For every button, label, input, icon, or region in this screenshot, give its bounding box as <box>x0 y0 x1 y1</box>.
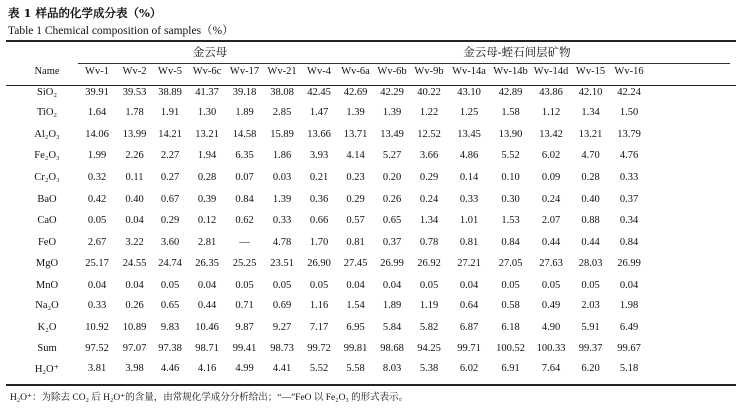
table-cell: 8.03 <box>382 363 402 374</box>
table-cell: 0.24 <box>541 194 561 205</box>
table-cell: 0.71 <box>235 300 254 311</box>
table-cell: 99.71 <box>457 343 481 354</box>
table-cell: 0.05 <box>160 280 180 291</box>
table-cell: 0.36 <box>309 194 329 205</box>
table-cell: 7.64 <box>541 363 561 374</box>
table-cell: 39.91 <box>85 87 109 98</box>
row-label: Cr₂O₃ <box>34 172 60 183</box>
table-cell: 40.22 <box>417 87 441 98</box>
table-cell: 27.05 <box>498 258 523 269</box>
table-cell: 0.12 <box>197 215 217 226</box>
table-cell: 39.18 <box>232 87 257 98</box>
table-cell: 0.04 <box>619 280 639 291</box>
table-cell: 0.27 <box>160 172 180 183</box>
table-cell: 0.69 <box>272 300 292 311</box>
table-cell: 13.49 <box>380 129 404 140</box>
table-cell: 0.57 <box>346 215 365 226</box>
table-cell: 43.86 <box>539 87 563 98</box>
table-cell: 5.52 <box>309 363 329 374</box>
caption-zh: 表 1 样品的化学成分表（%） <box>8 6 162 20</box>
table-cell: 1.89 <box>235 107 254 118</box>
table-cell: 0.33 <box>619 172 639 183</box>
table-cell: 0.62 <box>235 215 254 226</box>
table-cell: 1.99 <box>87 150 107 161</box>
table-cell: 0.20 <box>382 172 402 183</box>
table-cell: 1.01 <box>459 215 479 226</box>
table-cell: 0.26 <box>125 300 144 311</box>
table-cell: 0.40 <box>125 194 144 205</box>
table-cell: 6.87 <box>459 322 479 333</box>
table-cell: 97.07 <box>122 343 147 354</box>
table-cell: 0.67 <box>160 194 180 205</box>
column-header-wv-5: Wv-5 <box>158 66 182 77</box>
table-cell: 42.29 <box>380 87 404 98</box>
table-cell: 9.27 <box>272 322 292 333</box>
table-cell: 6.02 <box>459 363 479 374</box>
table-cell: 99.81 <box>343 343 368 354</box>
table-cell: 2.67 <box>87 237 107 248</box>
table-cell: 0.37 <box>382 237 402 248</box>
table-cell: 1.91 <box>160 107 180 118</box>
table-cell: 0.23 <box>346 172 365 183</box>
table-cell: 0.88 <box>581 215 600 226</box>
table-cell: 0.05 <box>87 215 107 226</box>
table-cell: 6.91 <box>501 363 520 374</box>
table-cell: 0.66 <box>309 215 329 226</box>
table-cell: 4.14 <box>346 150 365 161</box>
table-cell: 0.44 <box>197 300 217 311</box>
table-cell: 0.81 <box>346 237 365 248</box>
group-header-phlogopite: 金云母 <box>192 45 228 59</box>
table-cell: 0.42 <box>87 194 107 205</box>
table-cell: 0.04 <box>197 280 217 291</box>
group-header-interlayer: 金云母-蛭石间层矿物 <box>463 45 571 59</box>
table-cell: 0.09 <box>541 172 561 183</box>
table-cell: 6.49 <box>619 322 639 333</box>
table-cell: 42.89 <box>498 87 523 98</box>
table-cell: 0.28 <box>197 172 217 183</box>
group-rule-phlogopite <box>78 63 342 64</box>
table-cell: 2.81 <box>197 237 217 248</box>
row-label: H₂O⁺ <box>34 364 60 375</box>
table-cell: 0.04 <box>125 215 144 226</box>
row-label: CaO <box>37 215 57 226</box>
table-cell: 13.42 <box>539 129 563 140</box>
table-cell: 7.17 <box>309 322 329 333</box>
table-cell: 0.40 <box>581 194 600 205</box>
table-cell: 13.21 <box>578 129 603 140</box>
table-cell: 0.05 <box>235 280 254 291</box>
table-cell: 0.49 <box>541 300 561 311</box>
table-cell: 5.82 <box>419 322 439 333</box>
table-cell: 3.66 <box>419 150 439 161</box>
table-cell: 1.70 <box>309 237 329 248</box>
table-cell: 1.78 <box>125 107 144 118</box>
table-cell: 27.21 <box>457 258 481 269</box>
column-header-wv-14d: Wv-14d <box>533 66 569 77</box>
table-cell: 1.98 <box>619 300 639 311</box>
table-cell: 0.65 <box>160 300 180 311</box>
table-cell: 1.50 <box>619 107 639 118</box>
table-cell: 1.53 <box>501 215 520 226</box>
column-header-wv-15: Wv-15 <box>575 66 606 77</box>
column-header-wv-6a: Wv-6a <box>341 66 370 77</box>
table-cell: 0.30 <box>501 194 520 205</box>
table-cell: 25.17 <box>85 258 109 269</box>
row-label: BaO <box>37 194 57 205</box>
table-cell: 1.94 <box>197 150 217 161</box>
table-cell: 25.25 <box>232 258 257 269</box>
column-header-wv-2: Wv-2 <box>122 66 147 77</box>
table-cell: 0.04 <box>346 280 365 291</box>
table-cell: 0.28 <box>581 172 600 183</box>
header-rule <box>6 85 736 86</box>
table-cell: 3.93 <box>309 150 329 161</box>
row-label: MnO <box>35 280 59 291</box>
table-cell: 4.70 <box>581 150 600 161</box>
table-cell: 0.04 <box>382 280 402 291</box>
table-cell: 6.35 <box>235 150 254 161</box>
table-cell: 4.78 <box>272 237 292 248</box>
table-cell: 3.98 <box>125 363 144 374</box>
table-cell: 0.34 <box>619 215 639 226</box>
table-cell: 1.12 <box>541 107 561 118</box>
table-cell: 0.37 <box>619 194 639 205</box>
table-cell: 0.04 <box>87 280 107 291</box>
table-cell: 0.32 <box>87 172 107 183</box>
table-cell: 4.41 <box>272 363 292 374</box>
table-cell: 5.91 <box>581 322 600 333</box>
caption-en: Table 1 Chemical composition of samples（%） <box>8 25 234 37</box>
column-header-wv-17: Wv-17 <box>229 66 260 77</box>
table-cell: 1.39 <box>272 194 292 205</box>
table-cell: 13.90 <box>498 129 523 140</box>
table-cell: 0.24 <box>419 194 439 205</box>
table-cell: 5.18 <box>619 363 639 374</box>
column-header-wv-6b: Wv-6b <box>377 66 407 77</box>
table-cell: 0.29 <box>346 194 365 205</box>
table-cell: 5.52 <box>501 150 520 161</box>
table-cell: 38.89 <box>158 87 182 98</box>
table-cell: 1.34 <box>419 215 439 226</box>
table-cell: 9.83 <box>160 322 180 333</box>
group-rule-interlayer <box>306 63 730 64</box>
row-label: TiO₂ <box>36 107 58 118</box>
table-cell: 4.46 <box>160 363 180 374</box>
table-cell: 23.51 <box>270 258 294 269</box>
table-cell: 43.10 <box>457 87 481 98</box>
row-label: MgO <box>35 258 59 269</box>
table-cell: 99.41 <box>232 343 257 354</box>
table-cell: 28.03 <box>578 258 603 269</box>
table-cell: 1.22 <box>419 107 439 118</box>
table-cell: 3.81 <box>87 363 107 374</box>
table-cell: 6.02 <box>541 150 561 161</box>
table-cell: 0.05 <box>541 280 561 291</box>
table-cell: 97.52 <box>85 343 109 354</box>
table-cell: 4.16 <box>197 363 217 374</box>
table-cell: 99.72 <box>307 343 331 354</box>
table-cell: 0.84 <box>619 237 639 248</box>
table-cell: — <box>239 237 250 248</box>
table-cell: 0.04 <box>125 280 144 291</box>
table-cell: 2.26 <box>125 150 144 161</box>
table-cell: 97.38 <box>158 343 182 354</box>
table-cell: 13.21 <box>195 129 219 140</box>
column-header-wv-14a: Wv-14a <box>452 66 486 77</box>
table-cell: 0.39 <box>197 194 217 205</box>
table-cell: 0.05 <box>272 280 292 291</box>
row-label: SiO₂ <box>36 87 57 98</box>
table-cell: 2.07 <box>541 215 561 226</box>
table-cell: 0.05 <box>419 280 439 291</box>
column-header-wv-1: Wv-1 <box>85 66 109 77</box>
table-cell: 0.33 <box>87 300 107 311</box>
table-cell: 13.66 <box>307 129 331 140</box>
table-cell: 98.68 <box>380 343 404 354</box>
table-cell: 3.22 <box>125 237 144 248</box>
table-cell: 100.52 <box>496 343 525 354</box>
table-cell: 10.92 <box>85 322 109 333</box>
table-cell: 39.53 <box>122 87 147 98</box>
table-note: H₂O⁺：为除去 CO₂ 后 H₂O⁺的含量，由常规化学成分分析给出；“—”FeO 以 Fe₂O₃ 的形式表示。 <box>10 393 409 403</box>
table-cell: 13.79 <box>617 129 641 140</box>
table-cell: 0.33 <box>272 215 292 226</box>
table-cell: 10.46 <box>195 322 219 333</box>
table-cell: 24.74 <box>158 258 182 269</box>
table-cell: 26.99 <box>617 258 641 269</box>
table-cell: 4.99 <box>235 363 254 374</box>
table-cell: 1.47 <box>309 107 329 118</box>
table-cell: 26.92 <box>417 258 441 269</box>
table-cell: 0.81 <box>459 237 479 248</box>
table-cell: 0.65 <box>382 215 402 226</box>
table-cell: 1.25 <box>459 107 479 118</box>
table-cell: 0.58 <box>501 300 520 311</box>
table-cell: 42.69 <box>343 87 368 98</box>
table-cell: 0.64 <box>459 300 479 311</box>
row-label: Al₂O₃ <box>34 129 60 140</box>
table-cell: 0.44 <box>541 237 561 248</box>
table-cell: 0.84 <box>501 237 520 248</box>
table-cell: 0.05 <box>501 280 520 291</box>
column-header-wv-21: Wv-21 <box>267 66 297 77</box>
table-cell: 0.33 <box>459 194 479 205</box>
table-cell: 13.99 <box>122 129 147 140</box>
table-cell: 0.29 <box>419 172 439 183</box>
table-cell: 1.54 <box>346 300 365 311</box>
table-cell: 1.39 <box>346 107 365 118</box>
table-cell: 98.71 <box>195 343 219 354</box>
table-cell: 41.37 <box>195 87 219 98</box>
table-cell: 13.45 <box>457 129 481 140</box>
table-cell: 13.71 <box>343 129 368 140</box>
row-label: Sum <box>37 343 57 354</box>
table-cell: 5.84 <box>382 322 402 333</box>
row-label: Na₂O <box>35 300 59 311</box>
table-cell: 100.33 <box>536 343 566 354</box>
table-cell: 0.84 <box>235 194 254 205</box>
table-cell: 1.30 <box>197 107 217 118</box>
table-cell: 14.06 <box>85 129 109 140</box>
table-cell: 0.04 <box>459 280 479 291</box>
table-cell: 26.35 <box>195 258 219 269</box>
row-label: K₂O <box>37 322 57 333</box>
table-cell: 2.27 <box>160 150 180 161</box>
table-cell: 24.55 <box>122 258 147 269</box>
table-cell: 98.73 <box>270 343 294 354</box>
row-label: FeO <box>37 237 57 248</box>
table-cell: 1.86 <box>272 150 292 161</box>
column-header-wv-16: Wv-16 <box>614 66 644 77</box>
table-cell: 99.37 <box>578 343 603 354</box>
table-cell: 6.95 <box>346 322 365 333</box>
table-cell: 10.89 <box>122 322 147 333</box>
table-cell: 1.39 <box>382 107 402 118</box>
table-cell: 1.16 <box>309 300 329 311</box>
table-cell: 1.89 <box>382 300 402 311</box>
table-cell: 26.90 <box>307 258 331 269</box>
table-cell: 27.45 <box>343 258 368 269</box>
table-cell: 0.29 <box>160 215 180 226</box>
table-cell: 4.90 <box>541 322 561 333</box>
table-cell: 94.25 <box>417 343 441 354</box>
table-cell: 0.05 <box>309 280 329 291</box>
top-rule <box>6 40 736 42</box>
table-cell: 2.85 <box>272 107 292 118</box>
table-cell: 26.99 <box>380 258 404 269</box>
table-cell: 0.10 <box>501 172 520 183</box>
table-cell: 0.78 <box>419 237 439 248</box>
table-cell: 5.58 <box>346 363 365 374</box>
column-header-wv-14b: Wv-14b <box>493 66 528 77</box>
table-cell: 42.24 <box>617 87 641 98</box>
table-cell: 99.67 <box>617 343 641 354</box>
table-cell: 14.21 <box>158 129 182 140</box>
column-header-wv-9b: Wv-9b <box>414 66 444 77</box>
table-cell: 4.76 <box>619 150 639 161</box>
table-cell: 1.64 <box>87 107 107 118</box>
column-header-wv-4: Wv-4 <box>307 66 331 77</box>
table-cell: 0.26 <box>382 194 402 205</box>
table-cell: 5.38 <box>419 363 439 374</box>
table-cell: 15.89 <box>270 129 294 140</box>
table-cell: 1.34 <box>581 107 600 118</box>
table-cell: 42.45 <box>307 87 331 98</box>
table-cell: 42.10 <box>578 87 603 98</box>
table-cell: 0.44 <box>581 237 600 248</box>
table-cell: 5.27 <box>382 150 402 161</box>
table-cell: 0.03 <box>272 172 292 183</box>
table-cell: 2.03 <box>581 300 600 311</box>
table-cell: 0.21 <box>309 172 329 183</box>
table-cell: 14.58 <box>232 129 257 140</box>
table-cell: 27.63 <box>539 258 563 269</box>
table-cell: 12.52 <box>417 129 441 140</box>
table-cell: 38.08 <box>270 87 294 98</box>
table-cell: 3.60 <box>160 237 180 248</box>
table-cell: 0.14 <box>459 172 479 183</box>
table-cell: 6.20 <box>581 363 600 374</box>
table-cell: 0.11 <box>125 172 144 183</box>
name-column-header: Name <box>34 66 60 77</box>
table-cell: 4.86 <box>459 150 479 161</box>
table-cell: 6.18 <box>501 322 520 333</box>
bottom-rule <box>6 384 736 386</box>
table-cell: 0.05 <box>581 280 600 291</box>
table-cell: 9.87 <box>235 322 254 333</box>
column-header-wv-6c: Wv-6c <box>192 66 222 77</box>
table-cell: 1.19 <box>419 300 439 311</box>
row-label: Fe₂O₃ <box>34 150 60 161</box>
table-cell: 0.07 <box>235 172 254 183</box>
table-cell: 1.58 <box>501 107 520 118</box>
